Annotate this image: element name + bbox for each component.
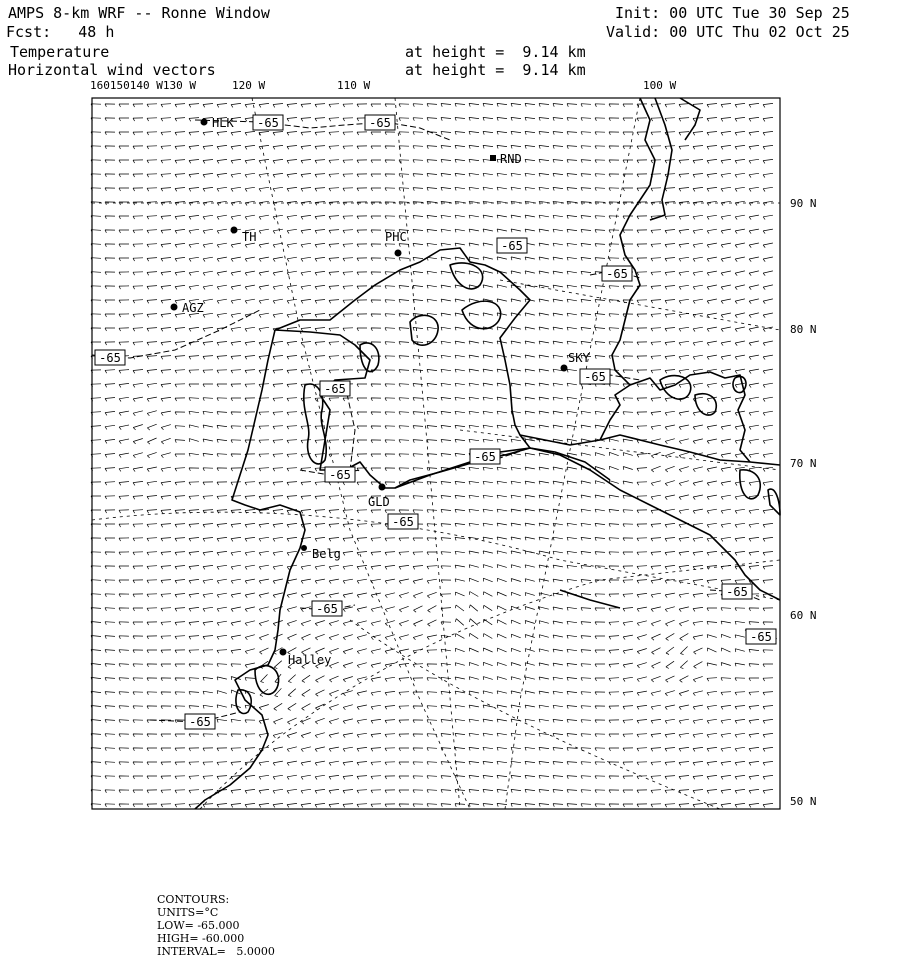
lat-label: 90 N — [790, 197, 817, 210]
station-agz[interactable] — [171, 301, 204, 315]
contour-label — [580, 369, 610, 384]
svg-text:-65: -65 — [392, 515, 414, 529]
contour-label-group — [95, 115, 776, 729]
contour-label — [185, 714, 215, 729]
svg-text:-65: -65 — [329, 468, 351, 482]
forecast-hour: Fcst: 48 h — [6, 23, 115, 41]
svg-text:-65: -65 — [750, 630, 772, 644]
contour-label — [722, 584, 752, 599]
contour-label — [95, 350, 125, 365]
map-frame — [92, 98, 780, 809]
svg-text:SKY: SKY — [568, 351, 590, 365]
field-wind-vectors: Horizontal wind vectors — [8, 61, 216, 79]
wind-vector-field — [91, 103, 773, 807]
svg-text:GLD: GLD — [368, 495, 390, 509]
svg-text:Belg: Belg — [312, 547, 341, 561]
field-temperature: Temperature — [10, 43, 110, 61]
contour-label — [497, 238, 527, 253]
svg-text:-65: -65 — [257, 116, 279, 130]
contour-label — [325, 467, 355, 482]
svg-text:AGZ: AGZ — [182, 301, 204, 315]
lon-label: 110 W — [337, 79, 371, 92]
lat-label: 70 N — [790, 457, 817, 470]
contours-label: CONTOURS: — [157, 893, 230, 906]
contour-label — [388, 514, 418, 529]
svg-text:TH: TH — [242, 230, 257, 244]
station-belg[interactable] — [301, 545, 341, 561]
contour-label — [312, 601, 342, 616]
contour-label — [746, 629, 776, 644]
contour-info — [150, 880, 285, 958]
svg-text:-65: -65 — [606, 267, 628, 281]
station-group — [171, 116, 591, 667]
init-time: Init: 00 UTC Tue 30 Sep 25 — [615, 4, 850, 22]
svg-text:HLK: HLK — [212, 116, 234, 130]
svg-text:Halley: Halley — [288, 653, 332, 667]
contour-label — [320, 381, 350, 396]
high-value: HIGH= -60.000 — [157, 932, 245, 945]
temperature-contours — [92, 120, 780, 722]
station-phc[interactable] — [385, 230, 407, 257]
contour-label — [470, 449, 500, 464]
valid-time: Valid: 00 UTC Thu 02 Oct 25 — [606, 23, 850, 41]
height-label-1: at height = 9.14 km — [405, 43, 586, 61]
low-value: LOW= -65.000 — [157, 919, 240, 932]
svg-text:-65: -65 — [501, 239, 523, 253]
station-halley[interactable] — [280, 649, 332, 668]
lon-label: 120 W — [232, 79, 266, 92]
svg-text:-65: -65 — [726, 585, 748, 599]
svg-text:-65: -65 — [99, 351, 121, 365]
map-title: AMPS 8-km WRF -- Ronne Window — [8, 4, 270, 22]
svg-text:-65: -65 — [474, 450, 496, 464]
lon-label: 100 W — [643, 79, 677, 92]
station-rnd[interactable] — [490, 152, 522, 166]
lat-lon-grid — [92, 98, 780, 809]
lat-label: 80 N — [790, 323, 817, 336]
svg-text:-65: -65 — [324, 382, 346, 396]
contour-label — [365, 115, 395, 130]
svg-text:-65: -65 — [189, 715, 211, 729]
contour-label — [602, 266, 632, 281]
svg-text:-65: -65 — [316, 602, 338, 616]
svg-text:RND: RND — [500, 152, 522, 166]
station-th[interactable] — [231, 227, 257, 245]
lat-label: 50 N — [790, 795, 817, 808]
lat-label: 60 N — [790, 609, 817, 622]
interval-value: INTERVAL= 5.0000 — [157, 945, 275, 958]
height-label-2: at height = 9.14 km — [405, 61, 586, 79]
wind-barbs — [91, 103, 773, 807]
units-label: UNITS=°C — [157, 906, 219, 919]
svg-text:-65: -65 — [369, 116, 391, 130]
svg-text:-65: -65 — [584, 370, 606, 384]
svg-text:PHC: PHC — [385, 230, 407, 244]
contour-label — [253, 115, 283, 130]
lon-label: 160150140 W130 W — [90, 79, 196, 92]
